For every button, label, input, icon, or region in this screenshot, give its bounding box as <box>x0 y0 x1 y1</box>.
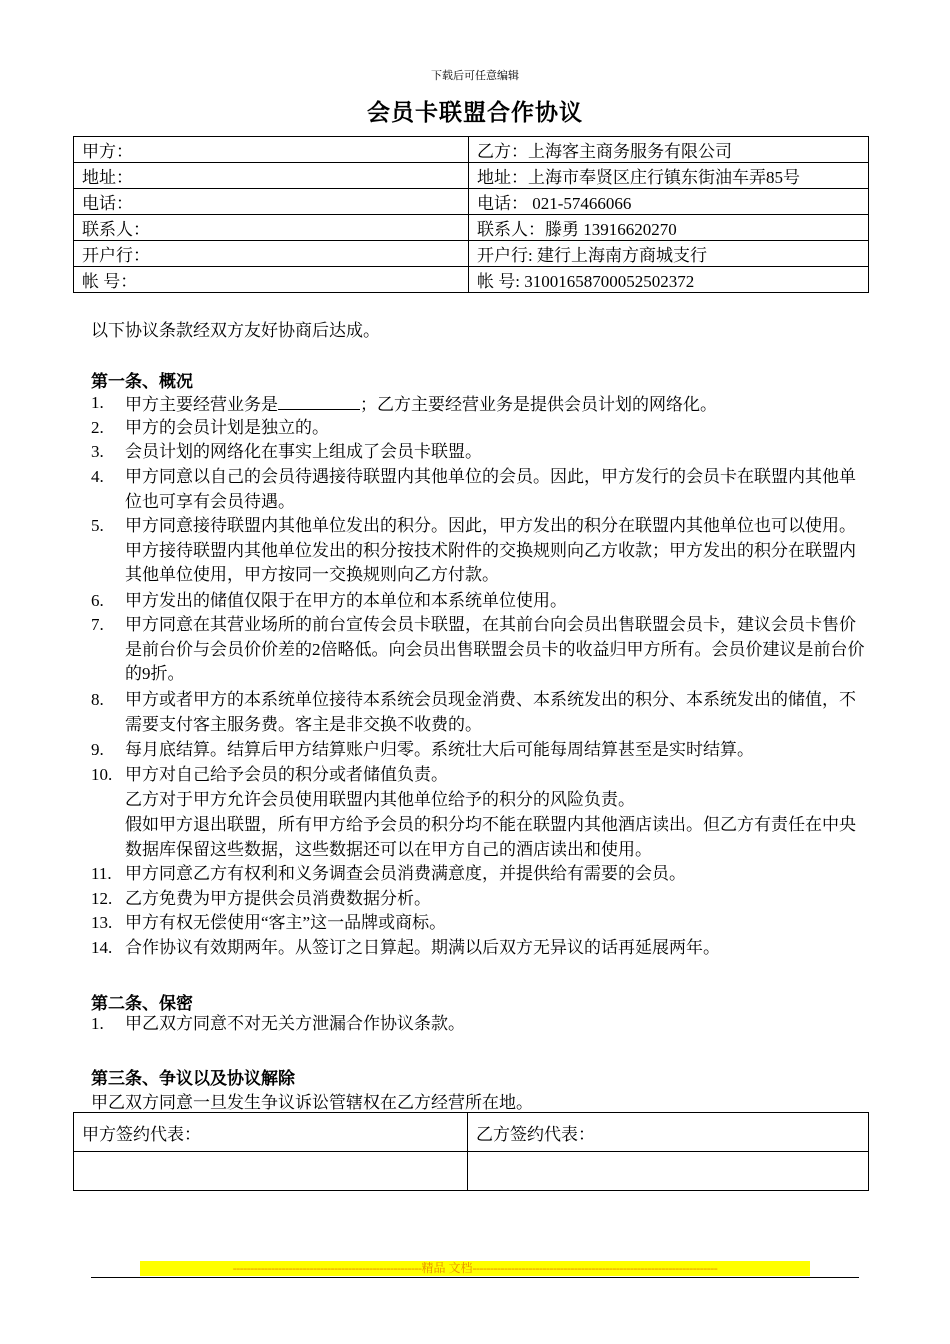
footer-divider <box>91 1277 859 1278</box>
signature-table <box>73 1112 869 1191</box>
table-row <box>74 1152 869 1191</box>
party-a-phone-cell: 电话： <box>74 189 469 215</box>
item-text: 假如甲方退出联盟，所有甲方给予会员的积分均不能在联盟内其他酒店读出。但乙方有责任在中央数据库保留这些数据，这些数据还可以在甲方自己的酒店读出和使用。 <box>125 815 856 859</box>
item-text: 合作协议有效期两年。从签订之日算起。期满以后双方无异议的话再延展两年。 <box>125 938 720 957</box>
party-b-signatory-label: 乙方签约代表： <box>468 1113 869 1152</box>
header-note: 下载后可任意编辑 <box>431 70 519 82</box>
list-item <box>91 788 871 813</box>
list-item <box>91 416 871 441</box>
item-number: 3. <box>91 442 104 461</box>
table-row <box>74 267 869 293</box>
list-item <box>91 887 871 912</box>
list-item <box>91 391 871 418</box>
party-a-name-cell: 甲方： <box>74 137 469 163</box>
item-number: 8. <box>91 690 104 709</box>
item-text: 乙方对于甲方允许会员使用联盟内其他单位给予的积分的风险负责。 <box>125 790 635 809</box>
item-text: 每月底结算。结算后甲方结算账户归零。系统壮大后可能每周结算甚至是实时结算。 <box>125 740 754 759</box>
table-row <box>74 163 869 189</box>
section2-title: 第二条、保密 <box>91 994 193 1014</box>
list-item <box>91 514 871 588</box>
party-b-account-cell: 帐 号: 31001658700052502372 <box>469 267 869 293</box>
table-row <box>74 241 869 267</box>
table-row <box>74 1113 869 1152</box>
item-text <box>125 391 871 418</box>
list-item <box>91 936 871 961</box>
party-b-name-cell: 乙方：上海客主商务服务有限公司 <box>469 137 869 163</box>
blank-line <box>278 391 360 410</box>
list-item <box>91 738 871 763</box>
party-a-contact-cell: 联系人： <box>74 215 469 241</box>
item-text: 甲方有权无偿使用“客主”这一品牌或商标。 <box>125 913 447 932</box>
list-item <box>91 813 871 862</box>
item-number: 5. <box>91 516 104 535</box>
list-item <box>91 613 871 687</box>
item-text: 甲方同意以自己的会员待遇接待联盟内其他单位的会员。因此，甲方发行的会员卡在联盟内其他单位也可享有会员待遇。 <box>125 467 856 511</box>
document-title: 会员卡联盟合作协议 <box>367 100 583 125</box>
item-text: 甲方同意在其营业场所的前台宣传会员卡联盟，在其前台向会员出售联盟会员卡，建议会员卡售价是前台价与会员价价差的2倍略低。向会员出售联盟会员卡的收益归甲方所有。会员价建议是前台价的9折。 <box>125 615 865 683</box>
section1-title: 第一条、概况 <box>91 372 193 392</box>
item-number: 9. <box>91 740 104 759</box>
item-number: 11. <box>91 864 112 883</box>
party-info-table <box>73 136 869 293</box>
party-a-account-cell: 帐 号： <box>74 267 469 293</box>
party-a-bank-cell: 开户行： <box>74 241 469 267</box>
list-item <box>91 440 871 465</box>
footer-band <box>140 1261 810 1276</box>
party-a-signatory-label: 甲方签约代表： <box>74 1113 468 1152</box>
list-item <box>91 862 871 887</box>
item1-text-post: ；乙方主要经营业务是提供会员计划的网络化。 <box>360 395 717 414</box>
party-b-address-cell: 地址：上海市奉贤区庄行镇东街油车弄85号 <box>469 163 869 189</box>
intro-text: 以下协议条款经双方友好协商后达成。 <box>91 321 380 340</box>
item-number: 14. <box>91 938 113 957</box>
list-item <box>91 465 871 514</box>
item-number: 7. <box>91 615 104 634</box>
item-text: 甲方同意接待联盟内其他单位发出的积分。因此，甲方发出的积分在联盟内其他单位也可以使用。甲方接待联盟内其他单位发出的积分按技术附件的交换规则向乙方收款；甲方发出的积分在联盟内其他单位使用，甲方按同一交换规则向乙方付款。 <box>125 516 856 584</box>
item-text: 会员计划的网络化在事实上组成了会员卡联盟。 <box>125 442 482 461</box>
section3-title: 第三条、争议以及协议解除 <box>91 1069 295 1089</box>
table-row <box>74 189 869 215</box>
party-a-signature-cell <box>74 1152 468 1191</box>
item-text: 甲方的会员计划是独立的。 <box>125 418 329 437</box>
item-number: 2. <box>91 418 104 437</box>
table-row <box>74 137 869 163</box>
list-item <box>91 911 871 936</box>
item-text: 甲方同意乙方有权利和义务调查会员消费满意度，并提供给有需要的会员。 <box>125 864 686 883</box>
footer-dashes-right: ---------------------------------------------------------------------- <box>472 1261 718 1275</box>
item-number: 6. <box>91 591 104 610</box>
party-b-phone-cell: 电话： 021-57466066 <box>469 189 869 215</box>
item-text: 甲方发出的储值仅限于在甲方的本单位和本系统单位使用。 <box>125 591 567 610</box>
item-number: 4. <box>91 467 104 486</box>
list-item <box>91 589 871 614</box>
list-item <box>91 688 871 737</box>
footer-dashes-left: ------------------------------------------------------ <box>232 1261 422 1275</box>
item-number: 13. <box>91 913 113 932</box>
party-b-contact-cell: 联系人：滕勇 13916620270 <box>469 215 869 241</box>
item-text: 甲方对自己给予会员的积分或者储值负责。 <box>125 765 448 784</box>
item-number: 1. <box>91 393 104 412</box>
item-number: 10. <box>91 765 113 784</box>
item-text: 乙方免费为甲方提供会员消费数据分析。 <box>125 889 431 908</box>
table-row <box>74 215 869 241</box>
footer-label: 精品 文档 <box>421 1261 473 1275</box>
party-a-address-cell: 地址： <box>74 163 469 189</box>
party-b-signature-cell <box>468 1152 869 1191</box>
item1-text-pre: 甲方主要经营业务是 <box>125 395 278 414</box>
list-item <box>91 1012 871 1037</box>
item-number: 1. <box>91 1014 104 1033</box>
item-text: 甲乙双方同意不对无关方泄漏合作协议条款。 <box>125 1014 465 1033</box>
item-number: 12. <box>91 889 113 908</box>
item-text: 甲方或者甲方的本系统单位接待本系统会员现金消费、本系统发出的积分、本系统发出的储值，不需要支付客主服务费。客主是非交换不收费的。 <box>125 690 856 734</box>
section3-text: 甲乙双方同意一旦发生争议诉讼管辖权在乙方经营所在地。 <box>91 1093 533 1112</box>
party-b-bank-cell: 开户行: 建行上海南方商城支行 <box>469 241 869 267</box>
list-item <box>91 763 871 788</box>
